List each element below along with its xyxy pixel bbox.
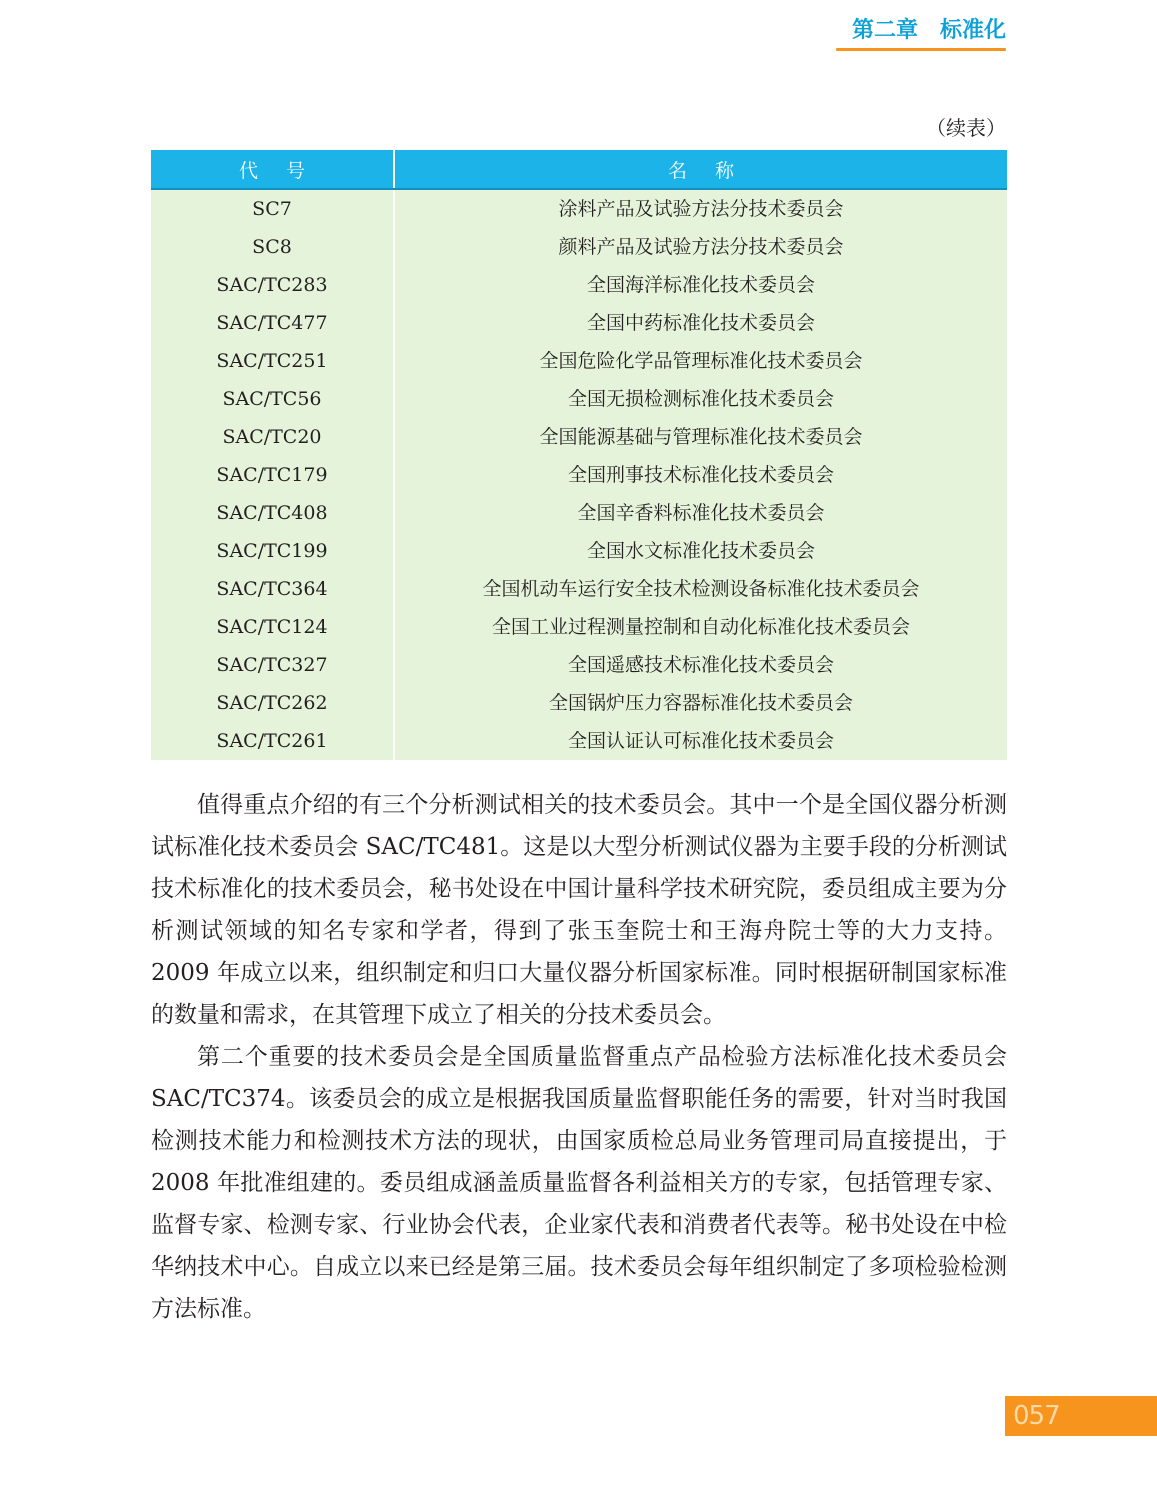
table-cell-code: SAC/TC283	[151, 266, 394, 304]
table-row	[151, 494, 1007, 532]
table-row	[151, 228, 1007, 266]
table-cell-name: 全国刑事技术标准化技术委员会	[394, 456, 1007, 494]
table-cell-code: SAC/TC124	[151, 608, 394, 646]
table-cell-code: SAC/TC477	[151, 304, 394, 342]
table-header-row	[151, 150, 1007, 189]
table-cell-code: SAC/TC261	[151, 722, 394, 760]
table-cell-code: SAC/TC364	[151, 570, 394, 608]
chapter-header-rule	[836, 48, 1006, 51]
table-cell-code: SAC/TC179	[151, 456, 394, 494]
table-cell-name: 全国锅炉压力容器标准化技术委员会	[394, 684, 1007, 722]
table-cell-code: SC8	[151, 228, 394, 266]
table-cell-name: 全国认证认可标准化技术委员会	[394, 722, 1007, 760]
table-cell-name: 全国工业过程测量控制和自动化标准化技术委员会	[394, 608, 1007, 646]
paragraph: 第二个重要的技术委员会是全国质量监督重点产品检验方法标准化技术委员会 SAC/TC374。该委员会的成立是根据我国质量监督职能任务的需要，针对当时我国检测技术能力和检测技术方法的现状，由国家质检总局业务管理司局直接提出，于 2008 年批准组建的。委员组成涵盖质量监督各利益相关方的专家，包括管理专家、监督专家、检测专家、行业协会代表，企业家代表和消费者代表等。秘书处设在中检华纳技术中心。自成立以来已经是第三届。技术委员会每年组织制定了多项检验检测方法标准。	[151, 1044, 1007, 1322]
table-row	[151, 684, 1007, 722]
table-cell-name: 全国危险化学品管理标准化技术委员会	[394, 342, 1007, 380]
table-row	[151, 189, 1007, 228]
table-cell-name: 全国中药标准化技术委员会	[394, 304, 1007, 342]
table-cell-name: 颜料产品及试验方法分技术委员会	[394, 228, 1007, 266]
table-cell-name: 全国水文标准化技术委员会	[394, 532, 1007, 570]
table-cell-name: 全国辛香料标准化技术委员会	[394, 494, 1007, 532]
table-cell-code: SAC/TC262	[151, 684, 394, 722]
paragraph: 值得重点介绍的有三个分析测试相关的技术委员会。其中一个是全国仪器分析测试标准化技术委员会 SAC/TC481。这是以大型分析测试仪器为主要手段的分析测试技术标准化的技术委员会，秘书处设在中国计量科学技术研究院，委员组成主要为分析测试领域的知名专家和学者，得到了张玉奎院士和王海舟院士等的大力支持。2009 年成立以来，组织制定和归口大量仪器分析国家标准。同时根据研制国家标准的数量和需求，在其管理下成立了相关的分技术委员会。	[151, 792, 1007, 1028]
page-number: 057	[1005, 1396, 1157, 1436]
table-cell-code: SAC/TC251	[151, 342, 394, 380]
table-cell-name: 全国能源基础与管理标准化技术委员会	[394, 418, 1007, 456]
table-row	[151, 266, 1007, 304]
table-cell-code: SAC/TC56	[151, 380, 394, 418]
table-cell-name: 全国无损检测标准化技术委员会	[394, 380, 1007, 418]
table-cell-name: 全国遥感技术标准化技术委员会	[394, 646, 1007, 684]
table-cell-code: SAC/TC20	[151, 418, 394, 456]
table-row	[151, 532, 1007, 570]
table-row	[151, 722, 1007, 760]
table-cell-code: SAC/TC199	[151, 532, 394, 570]
chapter-title: 标准化	[939, 18, 1006, 43]
table-row	[151, 608, 1007, 646]
table-row	[151, 570, 1007, 608]
table-cell-code: SC7	[151, 189, 394, 228]
table-cell-name: 全国海洋标准化技术委员会	[394, 266, 1007, 304]
table-row	[151, 646, 1007, 684]
column-header-code: 代号	[151, 150, 394, 189]
table-row	[151, 342, 1007, 380]
table-cell-name: 全国机动车运行安全技术检测设备标准化技术委员会	[394, 570, 1007, 608]
table-cell-code: SAC/TC327	[151, 646, 394, 684]
table-row	[151, 418, 1007, 456]
table-body	[151, 189, 1007, 760]
table-row	[151, 456, 1007, 494]
table-continued-label: （续表）	[926, 116, 1006, 140]
committee-table	[151, 150, 1007, 760]
table-row	[151, 380, 1007, 418]
table-cell-name: 涂料产品及试验方法分技术委员会	[394, 189, 1007, 228]
body-text	[151, 784, 1007, 1330]
chapter-number: 第二章	[851, 18, 918, 43]
table-cell-code: SAC/TC408	[151, 494, 394, 532]
table-row	[151, 304, 1007, 342]
column-header-name: 名称	[394, 150, 1007, 189]
